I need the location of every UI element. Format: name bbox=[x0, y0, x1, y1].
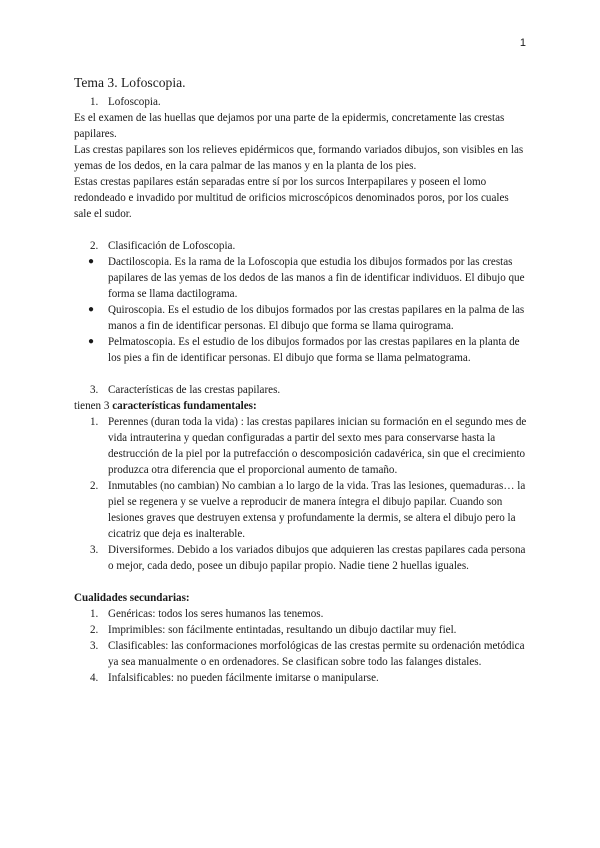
list-item bbox=[74, 670, 528, 686]
list-number: 3. bbox=[90, 544, 99, 556]
list-item-text: Quiroscopia. Es el estudio de los dibujos formados por las crestas papilares en la palma de las manos a fin de identificar personas. El dibujo que forma se llama quirograma. bbox=[108, 304, 525, 332]
list-item bbox=[74, 606, 528, 622]
intro-prefix: tienen 3 bbox=[74, 400, 113, 412]
list-item bbox=[74, 254, 528, 302]
list-number: 3. bbox=[90, 384, 99, 396]
list-item-text: Inmutables (no cambian) No cambian a lo largo de la vida. Tras las lesiones, quemaduras… la piel se regenera y se vuelve a reproducir de manera íntegra el dibujo papilar. Cuando son lesiones graves que destruyen extensa y profundamente la dermis, se altera el dibujo pero la cicatriz que deja es inalterable. bbox=[108, 480, 526, 540]
list-number: 2. bbox=[90, 624, 99, 636]
list-number: 3. bbox=[90, 640, 99, 652]
list-number: 4. bbox=[90, 672, 99, 684]
list-number: 1. bbox=[90, 608, 99, 620]
list-item-text: Clasificables: las conformaciones morfológicas de las crestas permite su ordenación metódica ya sea manualmente o en ordenadores. Se clasifican sobre todo las falanges distales. bbox=[108, 640, 525, 668]
bullet-icon: ● bbox=[88, 336, 95, 347]
bullet-icon: ● bbox=[88, 304, 95, 315]
list-item bbox=[74, 334, 528, 366]
list-item-text: Diversiformes. Debido a los variados dibujos que adquieren las crestas papilares cada persona o mejor, cada dedo, posee un dibujo papilar propio. Nadie tiene 2 huellas iguales. bbox=[108, 544, 526, 572]
secondary-qualities-heading bbox=[74, 590, 528, 606]
list-item bbox=[74, 622, 528, 638]
list-number: 2. bbox=[90, 480, 99, 492]
list-item bbox=[74, 478, 528, 542]
list-item bbox=[74, 542, 528, 574]
list-item-text: Genéricas: todos los seres humanos las tenemos. bbox=[108, 608, 324, 620]
document-title: Tema 3. Lofoscopia. bbox=[74, 75, 186, 90]
paragraph: Las crestas papilares son los relieves epidérmicos que, formando variados dibujos, son visibles en las yemas de los dedos, en la cara palmar de las manos y en la planta de los pies. bbox=[74, 144, 524, 172]
section-heading-text: Lofoscopia. bbox=[108, 96, 161, 108]
section-heading-text: Clasificación de Lofoscopia. bbox=[108, 240, 236, 252]
list-item bbox=[74, 414, 528, 478]
page-number: 1 bbox=[519, 37, 526, 49]
document-body bbox=[74, 74, 528, 686]
paragraph: Estas crestas papilares están separadas entre sí por los surcos Interpapilares y poseen el lomo redondeado e invadido por multitud de orificios microscópicos denominados poros, por los cuales sale el sudor. bbox=[74, 176, 509, 220]
list-item-text: Perennes (duran toda la vida) : las crestas papilares inician su formación en el segundo mes de vida intrauterina y quedan configuradas a partir del sexto mes para conservarse hasta la destrucción de la piel por la putrefacción o descomposición cadavérica, sin que el crecimiento produzca otra diferencia que el proporcional aumento de tamaño. bbox=[108, 416, 527, 476]
heading-bold: Cualidades secundarias: bbox=[74, 592, 190, 604]
section-3-heading bbox=[74, 382, 528, 398]
list-item-text: Dactiloscopia. Es la rama de la Lofoscopia que estudia los dibujos formados por las crestas papilares de las yemas de los dedos de las manos a fin de identificar individuos. El dibujo que forma se llama dactilograma. bbox=[108, 256, 525, 300]
list-item bbox=[74, 302, 528, 334]
bullet-icon: ● bbox=[88, 256, 95, 267]
section-1-heading bbox=[74, 94, 528, 110]
list-item-text: Infalsificables: no pueden fácilmente imitarse o manipularse. bbox=[108, 672, 379, 684]
list-item bbox=[74, 638, 528, 670]
section-intro bbox=[74, 398, 528, 414]
list-number: 1. bbox=[90, 96, 99, 108]
list-item-text: Imprimibles: son fácilmente entintadas, resultando un dibujo dactilar muy fiel. bbox=[108, 624, 457, 636]
list-item-text: Pelmatoscopia. Es el estudio de los dibujos formados por las crestas papilares en la planta de los pies a fin de identificar personas. El dibujo que forma se llama pelmatograma. bbox=[108, 336, 520, 364]
section-heading-text: Características de las crestas papilares. bbox=[108, 384, 281, 396]
list-number: 2. bbox=[90, 240, 99, 252]
section-2-heading bbox=[74, 238, 528, 254]
list-number: 1. bbox=[90, 416, 99, 428]
intro-bold: características fundamentales: bbox=[112, 400, 257, 412]
paragraph: Es el examen de las huellas que dejamos por una parte de la epidermis, concretamente las crestas papilares. bbox=[74, 112, 505, 140]
